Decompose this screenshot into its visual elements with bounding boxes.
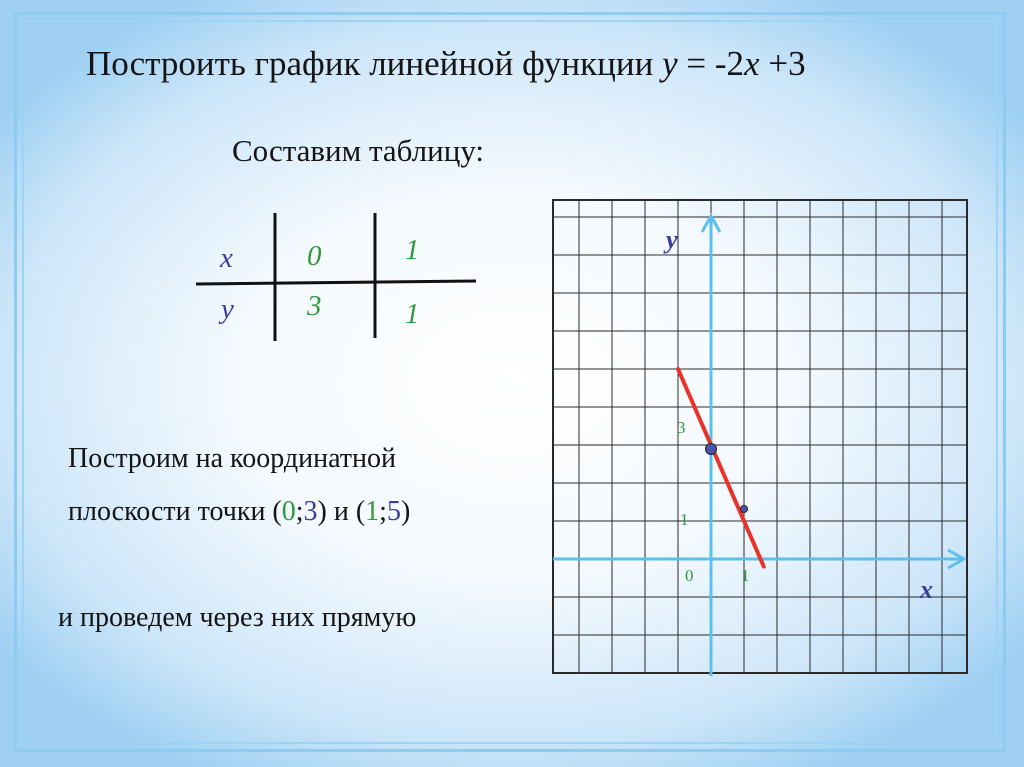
title-eq-mid: = -2 — [677, 44, 745, 83]
tick-label-y-3: 3 — [677, 418, 686, 437]
title-eq-tail: +3 — [759, 44, 806, 83]
slide-title — [86, 44, 806, 84]
table-x-label: x — [220, 242, 233, 274]
tick-label-origin: 0 — [685, 566, 694, 585]
x-axis-label: x — [920, 575, 933, 604]
point1-x: 0 — [281, 496, 296, 527]
function-line — [678, 369, 764, 567]
plot-area — [678, 369, 764, 567]
table-x-value-2: 1 — [405, 234, 420, 266]
y-axis-label: y — [666, 225, 678, 254]
coordinate-plane — [540, 190, 980, 690]
title-x-var: x — [744, 44, 760, 83]
instruction-line-3: и проведем через них прямую — [58, 602, 417, 633]
instruction-line-2: плоскости точки (0;3) и (1;5) — [68, 496, 411, 527]
point2-y: 5 — [386, 496, 401, 527]
title-y-var: y — [662, 44, 678, 83]
tick-label-x-1: 1 — [741, 566, 750, 585]
table-y-value-1: 3 — [307, 290, 322, 322]
table-caption: Составим таблицу: — [232, 133, 485, 168]
grid-border — [553, 200, 967, 673]
point1-y: 3 — [303, 496, 318, 527]
table-y-label: y — [221, 293, 234, 325]
table-y-value-2: 1 — [405, 298, 420, 330]
table-x-value-1: 0 — [307, 240, 322, 272]
grid — [553, 200, 967, 673]
point2-x: 1 — [365, 496, 380, 527]
tick-label-y-1: 1 — [680, 510, 689, 529]
point-0-3 — [706, 444, 717, 455]
instruction-line-1: Построим на координатной — [68, 443, 396, 474]
axes — [553, 216, 964, 676]
point-1-1 — [741, 506, 748, 513]
title-text: Построить график линейной функции — [86, 44, 663, 83]
